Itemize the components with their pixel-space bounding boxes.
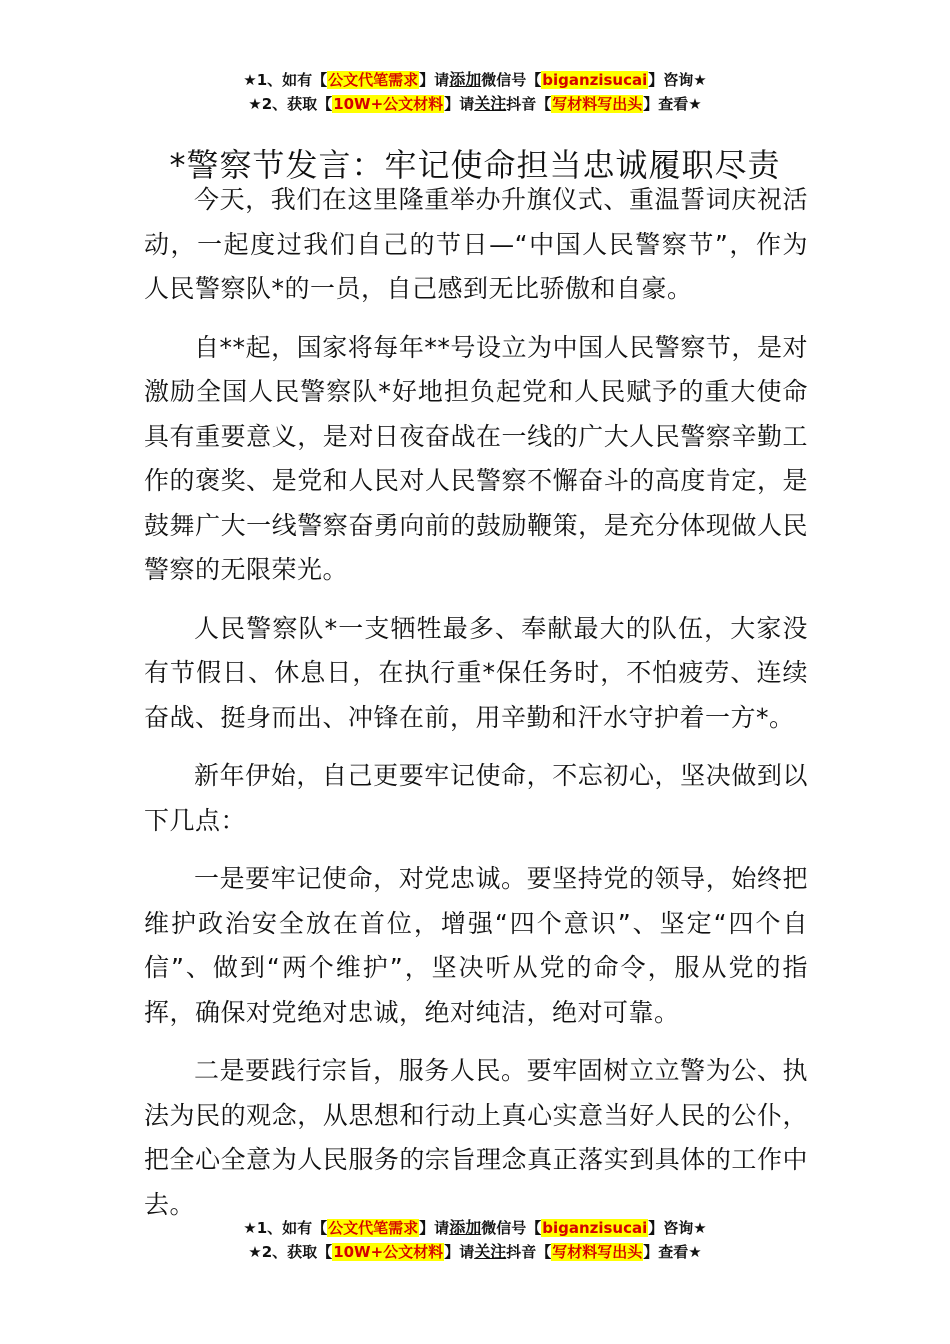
banner-text: ★1、如有【 bbox=[243, 71, 328, 89]
header-banner bbox=[0, 68, 950, 116]
banner-line-2 bbox=[0, 92, 950, 116]
banner-text: 】请 bbox=[444, 1243, 475, 1261]
highlight-douyin-account: 写材料写出头 bbox=[552, 95, 643, 113]
paragraph: 今天，我们在这里隆重举办升旗仪式、重温誓词庆祝活动，一起度过我们自己的节日—“中国人民警察节”，作为人民警察队*的一员，自己感到无比骄傲和自豪。 bbox=[144, 185, 808, 303]
paragraph: 一是要牢记使命，对党忠诚。要坚持党的领导，始终把维护政治安全放在首位，增强“四个意识”、坚定“四个自信”、做到“两个维护”，坚决听从党的命令，服从党的指挥，确保对党绝对忠诚，绝对纯洁，绝对可靠。 bbox=[144, 864, 808, 1027]
banner-underlined-text: 添加 bbox=[449, 70, 482, 89]
highlight-wechat-id: biganzisucai bbox=[542, 71, 648, 89]
banner-text: 抖音【 bbox=[506, 95, 552, 113]
highlight-service: 公文代笔需求 bbox=[328, 71, 419, 89]
banner-text: 微信号【 bbox=[481, 71, 542, 89]
banner-underlined-text: 关注 bbox=[474, 1242, 507, 1261]
paragraph: 自**起，国家将每年**号设立为中国人民警察节，是对激励全国人民警察队*好地担负起党和人民赋予的重大使命具有重要意义，是对日夜奋战在一线的广大人民警察辛勤工作的褒奖、是党和人民对人民警察不懈奋斗的高度肯定，是鼓舞广大一线警察奋勇向前的鼓励鞭策，是充分体现做人民警察的无限荣光。 bbox=[144, 332, 808, 584]
document-title: *警察节发言：牢记使命担当忠诚履职尽责 bbox=[169, 146, 781, 185]
banner-line-2 bbox=[0, 1240, 950, 1264]
highlight-douyin-account: 写材料写出头 bbox=[552, 1243, 643, 1261]
banner-text: 微信号【 bbox=[481, 1219, 542, 1237]
document-body bbox=[144, 178, 808, 1241]
banner-text: 抖音【 bbox=[506, 1243, 552, 1261]
highlight-materials: 10W+公文材料 bbox=[333, 95, 444, 113]
banner-text: 】咨询★ bbox=[648, 1219, 707, 1237]
footer-banner bbox=[0, 1216, 950, 1264]
paragraph: 人民警察队*一支牺牲最多、奉献最大的队伍，大家没有节假日、休息日，在执行重*保任务时，不怕疲劳、连续奋战、挺身而出、冲锋在前，用辛勤和汗水守护着一方*。 bbox=[144, 613, 808, 732]
banner-text: 】请 bbox=[419, 71, 450, 89]
highlight-service: 公文代笔需求 bbox=[328, 1219, 419, 1237]
banner-text: ★1、如有【 bbox=[243, 1219, 328, 1237]
banner-text: 】咨询★ bbox=[648, 71, 707, 89]
banner-text: 】请 bbox=[419, 1219, 450, 1237]
banner-text: 】查看★ bbox=[643, 1243, 702, 1261]
highlight-wechat-id: biganzisucai bbox=[542, 1219, 648, 1237]
banner-line-1 bbox=[0, 68, 950, 92]
banner-text: 】查看★ bbox=[643, 95, 702, 113]
banner-text: ★2、获取【 bbox=[248, 1243, 333, 1261]
banner-line-1 bbox=[0, 1216, 950, 1240]
banner-underlined-text: 关注 bbox=[474, 94, 507, 113]
banner-text: 】请 bbox=[444, 95, 475, 113]
paragraph: 二是要践行宗旨，服务人民。要牢固树立立警为公、执法为民的观念，从思想和行动上真心实意当好人民的公仆，把全心全意为人民服务的宗旨理念真正落实到具体的工作中去。 bbox=[144, 1056, 808, 1219]
highlight-materials: 10W+公文材料 bbox=[333, 1243, 444, 1261]
banner-text: ★2、获取【 bbox=[248, 95, 333, 113]
banner-underlined-text: 添加 bbox=[449, 1218, 482, 1237]
paragraph: 新年伊始，自己更要牢记使命，不忘初心，坚决做到以下几点： bbox=[144, 761, 808, 835]
